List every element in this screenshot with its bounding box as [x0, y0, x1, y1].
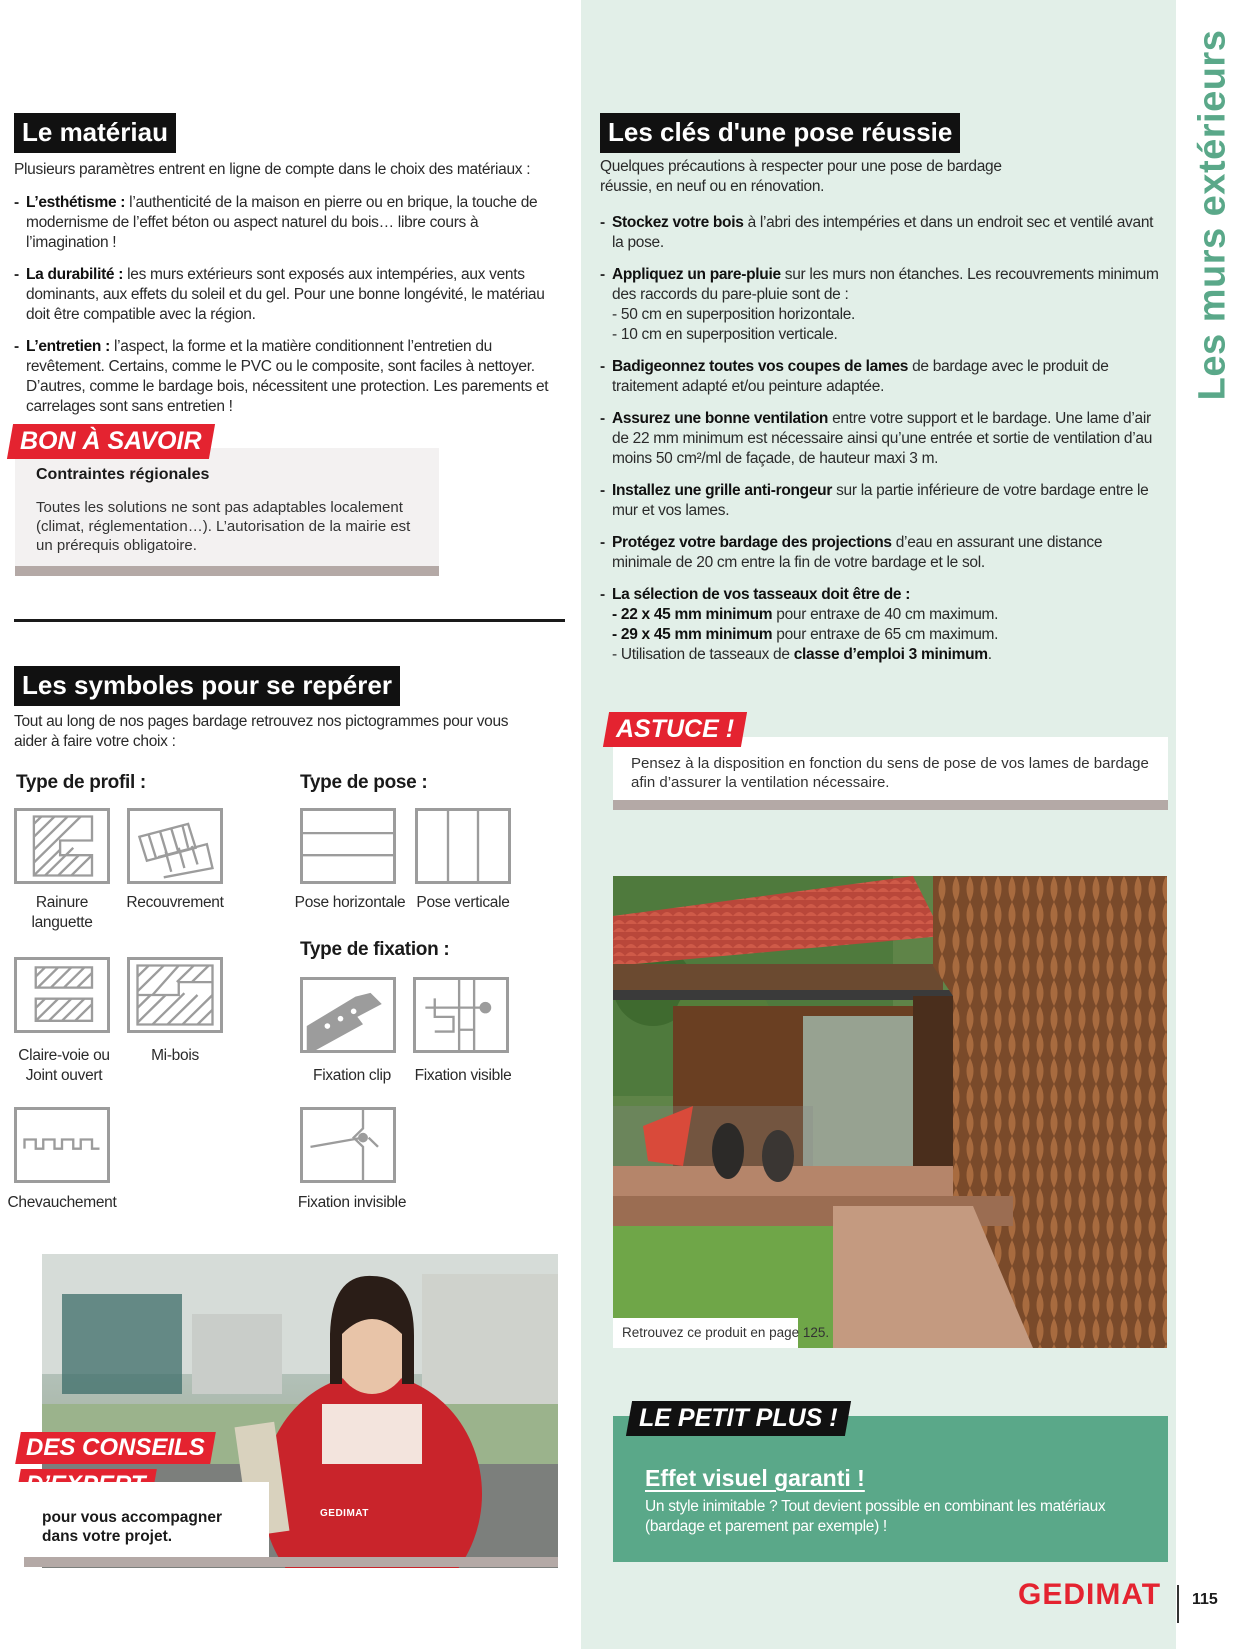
symboles-heading: Les symboles pour se repérer — [14, 666, 400, 706]
footer-separator — [1177, 1585, 1179, 1623]
fixation-invisible-icon — [300, 1107, 396, 1183]
pose-heading: Type de pose : — [300, 772, 428, 793]
astuce-text: Pensez à la disposition en fonction du sens de pose de vos lames de bardage afin d’assurer la ventilation nécessaire. — [631, 755, 1149, 791]
mi-bois-label: Mi-bois — [151, 1047, 199, 1064]
astuce-bottom-bar — [613, 800, 1168, 810]
rainure-languette-label: Rainure languette — [31, 894, 93, 931]
conseil-text: pour vous accompagner dans votre projet. — [42, 1509, 223, 1545]
petit-plus-text: Un style inimitable ? Tout devient possible en combinant les matériaux (bardage et parement par exemple) ! — [645, 1498, 1106, 1535]
fixation-invisible-label: Fixation invisible — [297, 1194, 407, 1211]
symboles-intro: Tout au long de nos pages bardage retrouvez nos pictogrammes pour vous aider à faire votre choix : — [14, 713, 509, 750]
fixation-visible-icon — [413, 977, 509, 1053]
list-item: - L’entretien : l’aspect, la forme et la matière conditionnent l’entretien du revêtement. Certains, comme le PVC ou le composite, sont faciles à nettoyer. D’autres, comme le bardage bois, nécessitent une protection. Les parements et carrelages sont sans entretien ! — [14, 337, 559, 417]
pose-verticale-icon — [415, 808, 511, 884]
mi-bois-icon — [127, 957, 223, 1033]
list-item: - L’esthétisme : l’authenticité de la maison en pierre ou en brique, la touche de modernisme de l’effet béton ou aspect naturel du bois… libre cours à l’imagination ! — [14, 193, 559, 253]
fixation-visible-label: Fixation visible — [414, 1067, 512, 1084]
fixation-heading: Type de fixation : — [300, 939, 450, 960]
cles-intro: Quelques précautions à respecter pour une pose de bardage réussie, en neuf ou en rénovation. — [600, 158, 1002, 195]
list-item: - Badigeonnez toutes vos coupes de lames de bardage avec le produit de traitement adapté et/ou peinture adaptée. — [600, 357, 1160, 397]
list-item: - Installez une grille anti-rongeur sur la partie inférieure de votre bardage entre le mur et vos lames. — [600, 481, 1160, 521]
list-item: - Stockez votre bois à l’abri des intempéries et dans un endroit sec et ventilé avant la pose. — [600, 213, 1160, 253]
section-side-title: Les murs extérieurs — [1191, 29, 1234, 401]
profil-heading: Type de profil : — [16, 772, 146, 793]
cles-heading: Les clés d'une pose réussie — [600, 113, 960, 153]
fixation-clip-label: Fixation clip — [313, 1067, 391, 1084]
petit-plus-tag: LE PETIT PLUS ! — [626, 1401, 851, 1436]
sub-item: - 50 cm en superposition horizontale. — [612, 306, 856, 323]
rainure-languette-icon — [14, 808, 110, 884]
materiau-list — [14, 193, 559, 429]
fixation-clip-icon — [300, 977, 396, 1053]
list-item: - Appliquez un pare-pluie sur les murs non étanches. Les recouvrements minimum des raccords du pare-pluie sont de : - 50 cm en superposition horizontale. - 10 cm en superposition verticale. — [600, 265, 1160, 345]
bon-a-savoir-tag: BON À SAVOIR — [7, 424, 215, 459]
recouvrement-icon — [127, 808, 223, 884]
vest-badge: GEDIMAT — [320, 1508, 369, 1519]
pose-verticale-label: Pose verticale — [416, 894, 510, 911]
gedimat-logo: GEDIMAT — [1018, 1578, 1162, 1611]
cles-list — [600, 213, 1160, 677]
page-number: 115 — [1192, 1591, 1218, 1608]
bon-a-savoir-title: Contraintes régionales — [36, 466, 210, 483]
pose-horizontale-label: Pose horizontale — [294, 894, 406, 911]
list-item: - Assurez une bonne ventilation entre votre support et le bardage. Une lame d’air de 22 mm minimum est nécessaire ainsi qu’une entrée et sortie de ventilation d’au moins 50 cm²/ml de façade, de hauteur maxi 3 m. — [600, 409, 1160, 469]
section-divider — [14, 619, 565, 622]
astuce-tag: ASTUCE ! — [603, 712, 747, 747]
sub-item: - 10 cm en superposition verticale. — [612, 326, 838, 343]
conseil-bottom-bar — [24, 1557, 558, 1567]
conseil-tag-1: DES CONSEILS — [15, 1432, 215, 1464]
petit-plus-title: Effet visuel garanti ! — [645, 1465, 865, 1491]
list-item: - La sélection de vos tasseaux doit être de : - 22 x 45 mm minimum pour entraxe de 40 cm maximum. - 29 x 45 mm minimum pour entraxe de 65 cm maximum. - Utilisation de tasseaux de classe d’emploi 3 minimum. — [600, 585, 1160, 665]
sub-item: - 22 x 45 mm minimum pour entraxe de 40 cm maximum. — [612, 606, 999, 623]
chevauchement-label: Chevauchement — [7, 1194, 117, 1211]
chevauchement-icon — [14, 1107, 110, 1183]
bon-a-savoir-text: Toutes les solutions ne sont pas adaptables localement (climat, réglementation…). L’autorisation de la mairie est un prérequis obligatoire. — [36, 499, 411, 554]
recouvrement-label: Recouvrement — [126, 894, 224, 911]
sub-item: - 29 x 45 mm minimum pour entraxe de 65 cm maximum. — [612, 626, 999, 643]
list-item: - La durabilité : les murs extérieurs sont exposés aux intempéries, aux vents dominants, aux effets du soleil et du gel. Pour une bonne longévité, le matériau doit être compatible avec la région. — [14, 265, 559, 325]
photo-caption: Retrouvez ce produit en page 125. — [613, 1318, 798, 1348]
materiau-intro: Plusieurs paramètres entrent en ligne de compte dans le choix des matériaux : — [14, 161, 531, 178]
list-item: - Protégez votre bardage des projections d’eau en assurant une distance minimale de 20 cm entre la fin de votre bardage et le sol. — [600, 533, 1160, 573]
sub-item: - Utilisation de tasseaux de classe d’emploi 3 minimum. — [612, 646, 992, 663]
pose-horizontale-icon — [300, 808, 396, 884]
house-photo — [613, 876, 1167, 1348]
claire-voie-label: Claire-voie ou Joint ouvert — [18, 1047, 110, 1084]
materiau-heading: Le matériau — [14, 113, 176, 153]
claire-voie-icon — [14, 957, 110, 1033]
